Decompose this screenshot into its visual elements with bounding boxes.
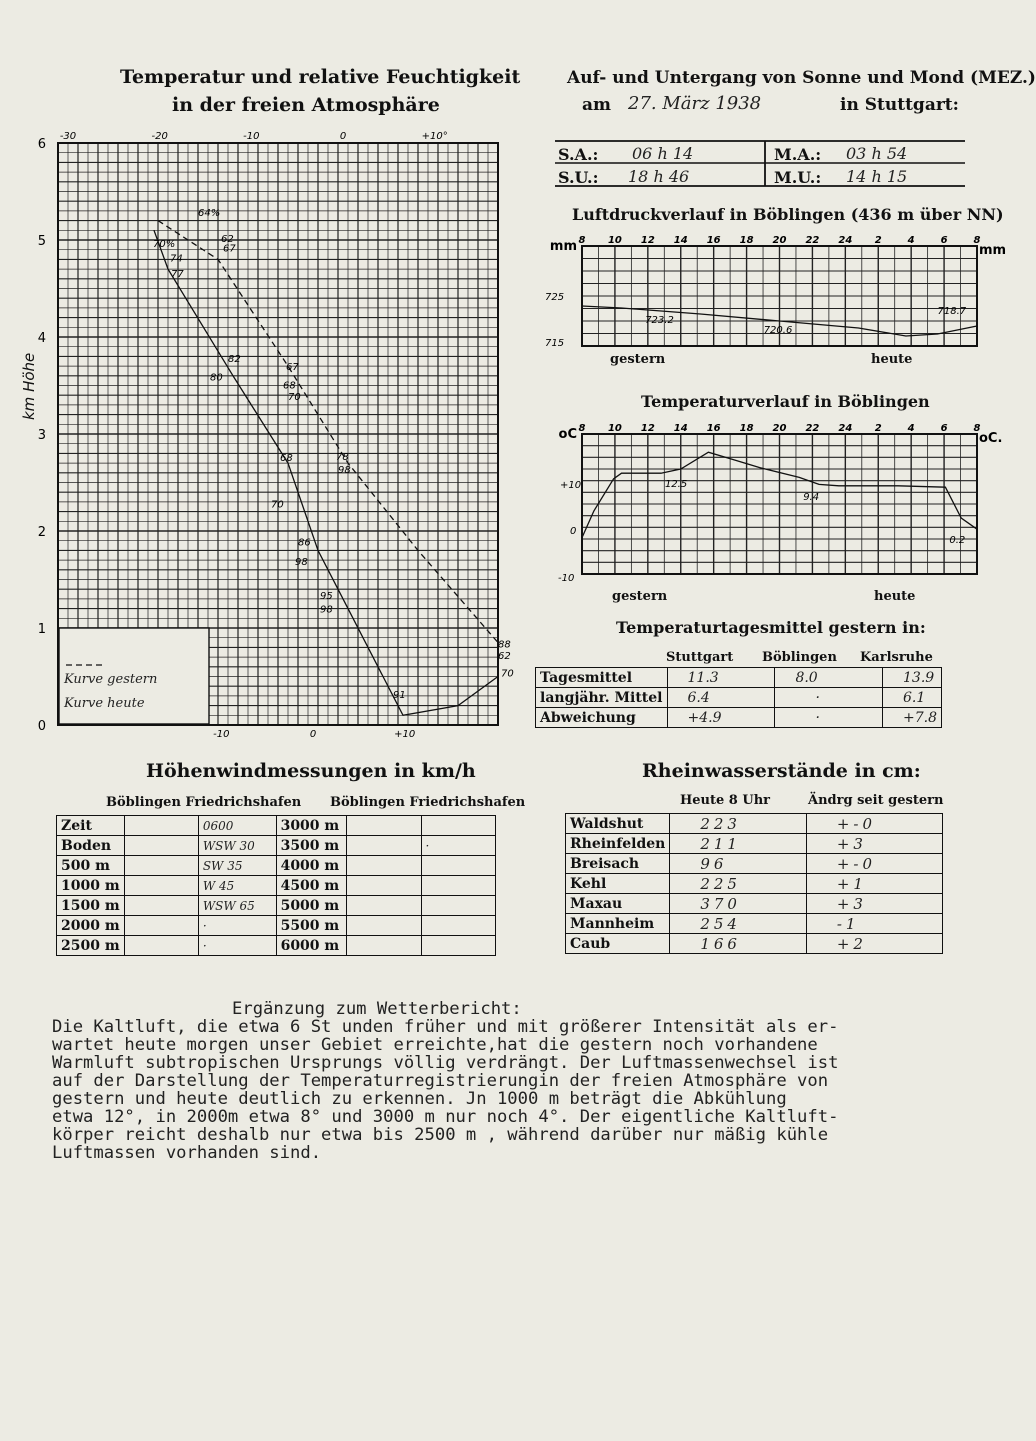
place: in Stuttgart: xyxy=(840,95,959,115)
y-tick-label: 0 xyxy=(37,719,46,734)
table-cell: · xyxy=(421,836,495,856)
table-row xyxy=(566,934,943,954)
table-cell: · xyxy=(198,916,276,936)
table-cell xyxy=(124,836,198,856)
table-cell: 6000 m xyxy=(276,936,347,956)
y-tick: 725 xyxy=(545,292,565,303)
table-cell xyxy=(421,856,495,876)
hour-tick: 18 xyxy=(739,423,754,434)
table-cell xyxy=(347,936,421,956)
station-name: Caub xyxy=(566,934,670,954)
y-tick-label: 3 xyxy=(37,428,46,443)
humidity-label-yesterday: 70 xyxy=(288,392,301,404)
wind-head-1: Böblingen Friedrichshafen xyxy=(106,795,302,810)
report-line: auf der Darstellung der Temperaturregistrierungin der freien Atmosphäre von xyxy=(52,1071,829,1091)
table-cell: 2500 m xyxy=(57,936,125,956)
hour-tick: 10 xyxy=(607,423,622,434)
hour-tick: 14 xyxy=(673,423,688,434)
level-change: +-0 xyxy=(806,814,942,834)
y-tick-label: 5 xyxy=(37,234,46,249)
cell: +7.8 xyxy=(883,708,942,728)
humidity-label-today: 68 xyxy=(280,453,293,465)
humidity-label-yesterday: 64% xyxy=(198,207,221,219)
top-tick-label: 0 xyxy=(339,131,347,142)
data-label: 0.2 xyxy=(949,535,966,547)
level-change: +1 xyxy=(806,874,942,894)
humidity-label-today: 82 xyxy=(228,354,241,366)
daily-mean-title: Temperaturtagesmittel gestern in: xyxy=(616,618,926,637)
hour-tick: 8 xyxy=(578,235,586,246)
water-level: 370 xyxy=(670,894,806,914)
station-name: Breisach xyxy=(566,854,670,874)
hour-tick: 12 xyxy=(640,235,655,246)
bottom-tick-label: -10 xyxy=(213,729,230,740)
table-cell xyxy=(124,936,198,956)
humidity-label-yesterday: 67 xyxy=(286,361,299,373)
humidity-label-today: 70% xyxy=(153,238,176,250)
y-axis-label: km Höhe xyxy=(20,352,38,420)
daily-mean-table xyxy=(535,667,942,728)
humidity-label-today: 86 xyxy=(298,537,311,549)
report-line: wartet heute morgen unser Gebiet erreichte,hat die gestern noch vorhandene xyxy=(52,1035,818,1055)
humidity-label-yesterday: 98 xyxy=(338,464,351,476)
table-cell: 1000 m xyxy=(57,876,125,896)
hour-tick: 16 xyxy=(706,235,721,246)
cell: · xyxy=(775,688,883,708)
rhine-table xyxy=(565,813,943,954)
unit-right: oC. xyxy=(979,431,1003,446)
hour-tick: 6 xyxy=(940,423,948,434)
row-label: langjähr. Mittel xyxy=(536,688,668,708)
legend-today: Kurve heute xyxy=(64,696,145,711)
cell: 8.0 xyxy=(775,668,883,688)
table-cell: 0600 xyxy=(198,816,276,836)
water-level: 223 xyxy=(670,814,806,834)
table-row xyxy=(57,816,496,836)
cell: 6.4 xyxy=(667,688,775,708)
humidity-label-yesterday: 78 xyxy=(336,452,349,464)
top-tick-label: -20 xyxy=(151,131,168,142)
data-label: 9.4 xyxy=(803,491,820,503)
temp-x-start: gestern xyxy=(612,589,668,604)
sun-moon-title: Auf- und Untergang von Sonne und Mond (MEZ.) xyxy=(567,68,1036,88)
data-label: 720.6 xyxy=(763,325,793,336)
sunrise-label: S.A.: xyxy=(558,145,599,164)
table-cell xyxy=(347,896,421,916)
hour-tick: 22 xyxy=(805,423,820,434)
table-cell: 4000 m xyxy=(276,856,347,876)
unit-right: mm xyxy=(979,243,1007,258)
table-cell xyxy=(124,816,198,836)
y-tick: +10 xyxy=(560,480,582,491)
table-row xyxy=(57,916,496,936)
hour-tick: 20 xyxy=(772,423,787,434)
table-cell: 3000 m xyxy=(276,816,347,836)
report-line: gestern und heute deutlich zu erkennen. Jn 1000 m beträgt die Abkühlung xyxy=(52,1089,787,1109)
water-level: 96 xyxy=(670,854,806,874)
table-row xyxy=(57,836,496,856)
level-change: -1 xyxy=(806,914,942,934)
level-change: +2 xyxy=(806,934,942,954)
y-tick-label: 2 xyxy=(37,525,46,540)
hour-tick: 8 xyxy=(973,423,981,434)
row-label: Tagesmittel xyxy=(536,668,668,688)
station-name: Waldshut xyxy=(566,814,670,834)
water-level: 166 xyxy=(670,934,806,954)
report-date: 27. März 1938 xyxy=(628,93,762,114)
table-cell: 4500 m xyxy=(276,876,347,896)
water-level: 211 xyxy=(670,834,806,854)
table-row xyxy=(57,896,496,916)
station-name: Kehl xyxy=(566,874,670,894)
report-line: Die Kaltluft, die etwa 6 St unden früher und mit größerer Intensität als er- xyxy=(52,1017,839,1037)
hour-tick: 10 xyxy=(607,235,622,246)
table-row xyxy=(566,914,943,934)
row-label: Abweichung xyxy=(536,708,668,728)
cell: 13.9 xyxy=(883,668,942,688)
humidity-label-today: 74 xyxy=(170,253,183,265)
y-tick-label: 4 xyxy=(37,331,46,346)
hour-tick: 20 xyxy=(772,235,787,246)
station-name: Rheinfelden xyxy=(566,834,670,854)
table-cell: 500 m xyxy=(57,856,125,876)
upper-air-title-2: in der freien Atmosphäre xyxy=(172,94,440,116)
col-boeblingen: Böblingen xyxy=(762,650,837,665)
report-line: etwa 12°, in 2000m etwa 8° und 3000 m nur noch 4°. Der eigentliche Kaltluft- xyxy=(52,1107,839,1127)
water-level: 254 xyxy=(670,914,806,934)
table-cell: SW 35 xyxy=(198,856,276,876)
water-level: 225 xyxy=(670,874,806,894)
hour-tick: 4 xyxy=(907,235,915,246)
unit-left: oC xyxy=(558,427,577,442)
pressure-title: Luftdruckverlauf in Böblingen (436 m über NN) xyxy=(572,205,1004,224)
table-row xyxy=(566,854,943,874)
table-cell: 2000 m xyxy=(57,916,125,936)
pressure-x-start: gestern xyxy=(610,352,666,367)
report-line: Luftmassen vorhanden sind. xyxy=(52,1143,322,1163)
table-cell: 5000 m xyxy=(276,896,347,916)
table-cell: 1500 m xyxy=(57,896,125,916)
bottom-tick-label: +10 xyxy=(394,729,416,740)
legend-yesterday: Kurve gestern xyxy=(64,672,158,687)
cell: · xyxy=(775,708,883,728)
humidity-label-today: 80 xyxy=(210,372,223,384)
upper-air-chart xyxy=(25,125,514,745)
table-cell xyxy=(421,816,495,836)
table-cell xyxy=(421,896,495,916)
data-label: 718.7 xyxy=(937,306,967,317)
temp-x-end: heute xyxy=(874,589,916,604)
data-label: 12.5 xyxy=(664,479,688,491)
hour-tick: 14 xyxy=(673,235,688,246)
humidity-label-yesterday: 70 xyxy=(501,668,514,680)
table-row xyxy=(566,814,943,834)
pressure-chart xyxy=(540,232,1007,372)
humidity-label-today: 98 xyxy=(320,604,333,616)
table-cell xyxy=(421,936,495,956)
table-cell: 3500 m xyxy=(276,836,347,856)
cell: 6.1 xyxy=(883,688,942,708)
hour-tick: 24 xyxy=(838,423,853,434)
table-cell xyxy=(347,876,421,896)
rhine-col1: Heute 8 Uhr xyxy=(680,793,771,808)
report-line: körper reicht deshalb nur etwa bis 2500 m , während darüber nur mäßig kühle xyxy=(52,1125,829,1145)
table-row xyxy=(57,876,496,896)
y-tick-label: 6 xyxy=(37,137,46,152)
wind-table xyxy=(56,815,496,956)
table-cell xyxy=(347,916,421,936)
humidity-label-yesterday: 67 xyxy=(223,243,236,255)
level-change: +-0 xyxy=(806,854,942,874)
table-cell xyxy=(124,916,198,936)
data-label: 723.2 xyxy=(645,315,674,326)
table-cell xyxy=(421,916,495,936)
table-row xyxy=(536,688,942,708)
table-cell: · xyxy=(198,936,276,956)
pressure-x-end: heute xyxy=(871,352,913,367)
table-row xyxy=(536,708,942,728)
bottom-tick-label: 0 xyxy=(309,729,317,740)
unit-left: mm xyxy=(549,239,577,254)
table-cell xyxy=(124,896,198,916)
table-row xyxy=(536,668,942,688)
table-cell: Zeit xyxy=(57,816,125,836)
rhine-col2: Ändrg seit gestern xyxy=(808,793,944,808)
sunset-label: S.U.: xyxy=(558,168,599,187)
rhine-title: Rheinwasserstände in cm: xyxy=(642,760,921,782)
cell: 11.3 xyxy=(667,668,775,688)
moonset-value: 14 h 15 xyxy=(846,167,908,186)
y-tick: 715 xyxy=(545,338,565,349)
station-name: Mannheim xyxy=(566,914,670,934)
humidity-label-today: 95 xyxy=(320,590,333,602)
cell: +4.9 xyxy=(667,708,775,728)
table-row xyxy=(57,936,496,956)
table-row xyxy=(566,874,943,894)
table-cell: WSW 30 xyxy=(198,836,276,856)
hour-tick: 4 xyxy=(907,423,915,434)
table-row xyxy=(566,834,943,854)
humidity-label-yesterday: 68 xyxy=(283,380,296,392)
station-name: Maxau xyxy=(566,894,670,914)
moonset-label: M.U.: xyxy=(774,168,822,187)
hour-tick: 6 xyxy=(940,235,948,246)
upper-air-title-1: Temperatur und relative Feuchtigkeit xyxy=(120,66,521,88)
table-cell xyxy=(347,816,421,836)
table-cell xyxy=(421,876,495,896)
hour-tick: 18 xyxy=(739,235,754,246)
top-tick-label: +10° xyxy=(421,131,448,142)
y-tick: 0 xyxy=(570,526,577,537)
temp-title: Temperaturverlauf in Böblingen xyxy=(641,392,930,411)
humidity-label-yesterday: 62 xyxy=(221,233,234,245)
table-cell: 5500 m xyxy=(276,916,347,936)
table-cell xyxy=(347,856,421,876)
temperature-chart xyxy=(540,420,1003,590)
level-change: +3 xyxy=(806,834,942,854)
date-prefix: am xyxy=(582,95,612,115)
table-cell: WSW 65 xyxy=(198,896,276,916)
moonrise-label: M.A.: xyxy=(774,145,822,164)
table-cell: W 45 xyxy=(198,876,276,896)
table-cell xyxy=(347,836,421,856)
hour-tick: 8 xyxy=(578,423,586,434)
humidity-label-today: 91 xyxy=(393,689,406,701)
top-tick-label: -30 xyxy=(59,131,77,142)
humidity-label-today: 98 xyxy=(295,556,308,568)
hour-tick: 16 xyxy=(706,423,721,434)
table-row xyxy=(57,856,496,876)
level-change: +3 xyxy=(806,894,942,914)
hour-tick: 22 xyxy=(805,235,820,246)
humidity-label-yesterday: 62 xyxy=(498,651,511,663)
col-karlsruhe: Karlsruhe xyxy=(860,650,933,665)
hour-tick: 2 xyxy=(874,235,882,246)
moonrise-value: 03 h 54 xyxy=(846,144,908,163)
table-cell xyxy=(124,856,198,876)
hour-tick: 24 xyxy=(838,235,853,246)
col-stuttgart: Stuttgart xyxy=(666,650,734,665)
table-cell: Boden xyxy=(57,836,125,856)
y-tick: -10 xyxy=(558,573,575,584)
hour-tick: 12 xyxy=(640,423,655,434)
sunset-value: 18 h 46 xyxy=(628,167,690,186)
weather-report-text xyxy=(52,1000,982,1162)
report-line: Warmluft subtropischen Ursprungs völlig verdrängt. Der Luftmassenwechsel ist xyxy=(52,1053,839,1073)
humidity-label-yesterday: 88 xyxy=(498,639,511,651)
wind-title: Höhenwindmessungen in km/h xyxy=(146,760,476,782)
wind-head-2: Böblingen Friedrichshafen xyxy=(330,795,526,810)
report-title: Ergänzung zum Wetterbericht: xyxy=(232,999,522,1019)
top-tick-label: -10 xyxy=(243,131,260,142)
y-tick-label: 1 xyxy=(37,622,46,637)
sunrise-value: 06 h 14 xyxy=(632,144,694,163)
humidity-label-today: 77 xyxy=(171,268,184,280)
hour-tick: 8 xyxy=(973,235,981,246)
table-row xyxy=(566,894,943,914)
table-cell xyxy=(124,876,198,896)
humidity-label-today: 70 xyxy=(271,499,284,511)
hour-tick: 2 xyxy=(874,423,882,434)
